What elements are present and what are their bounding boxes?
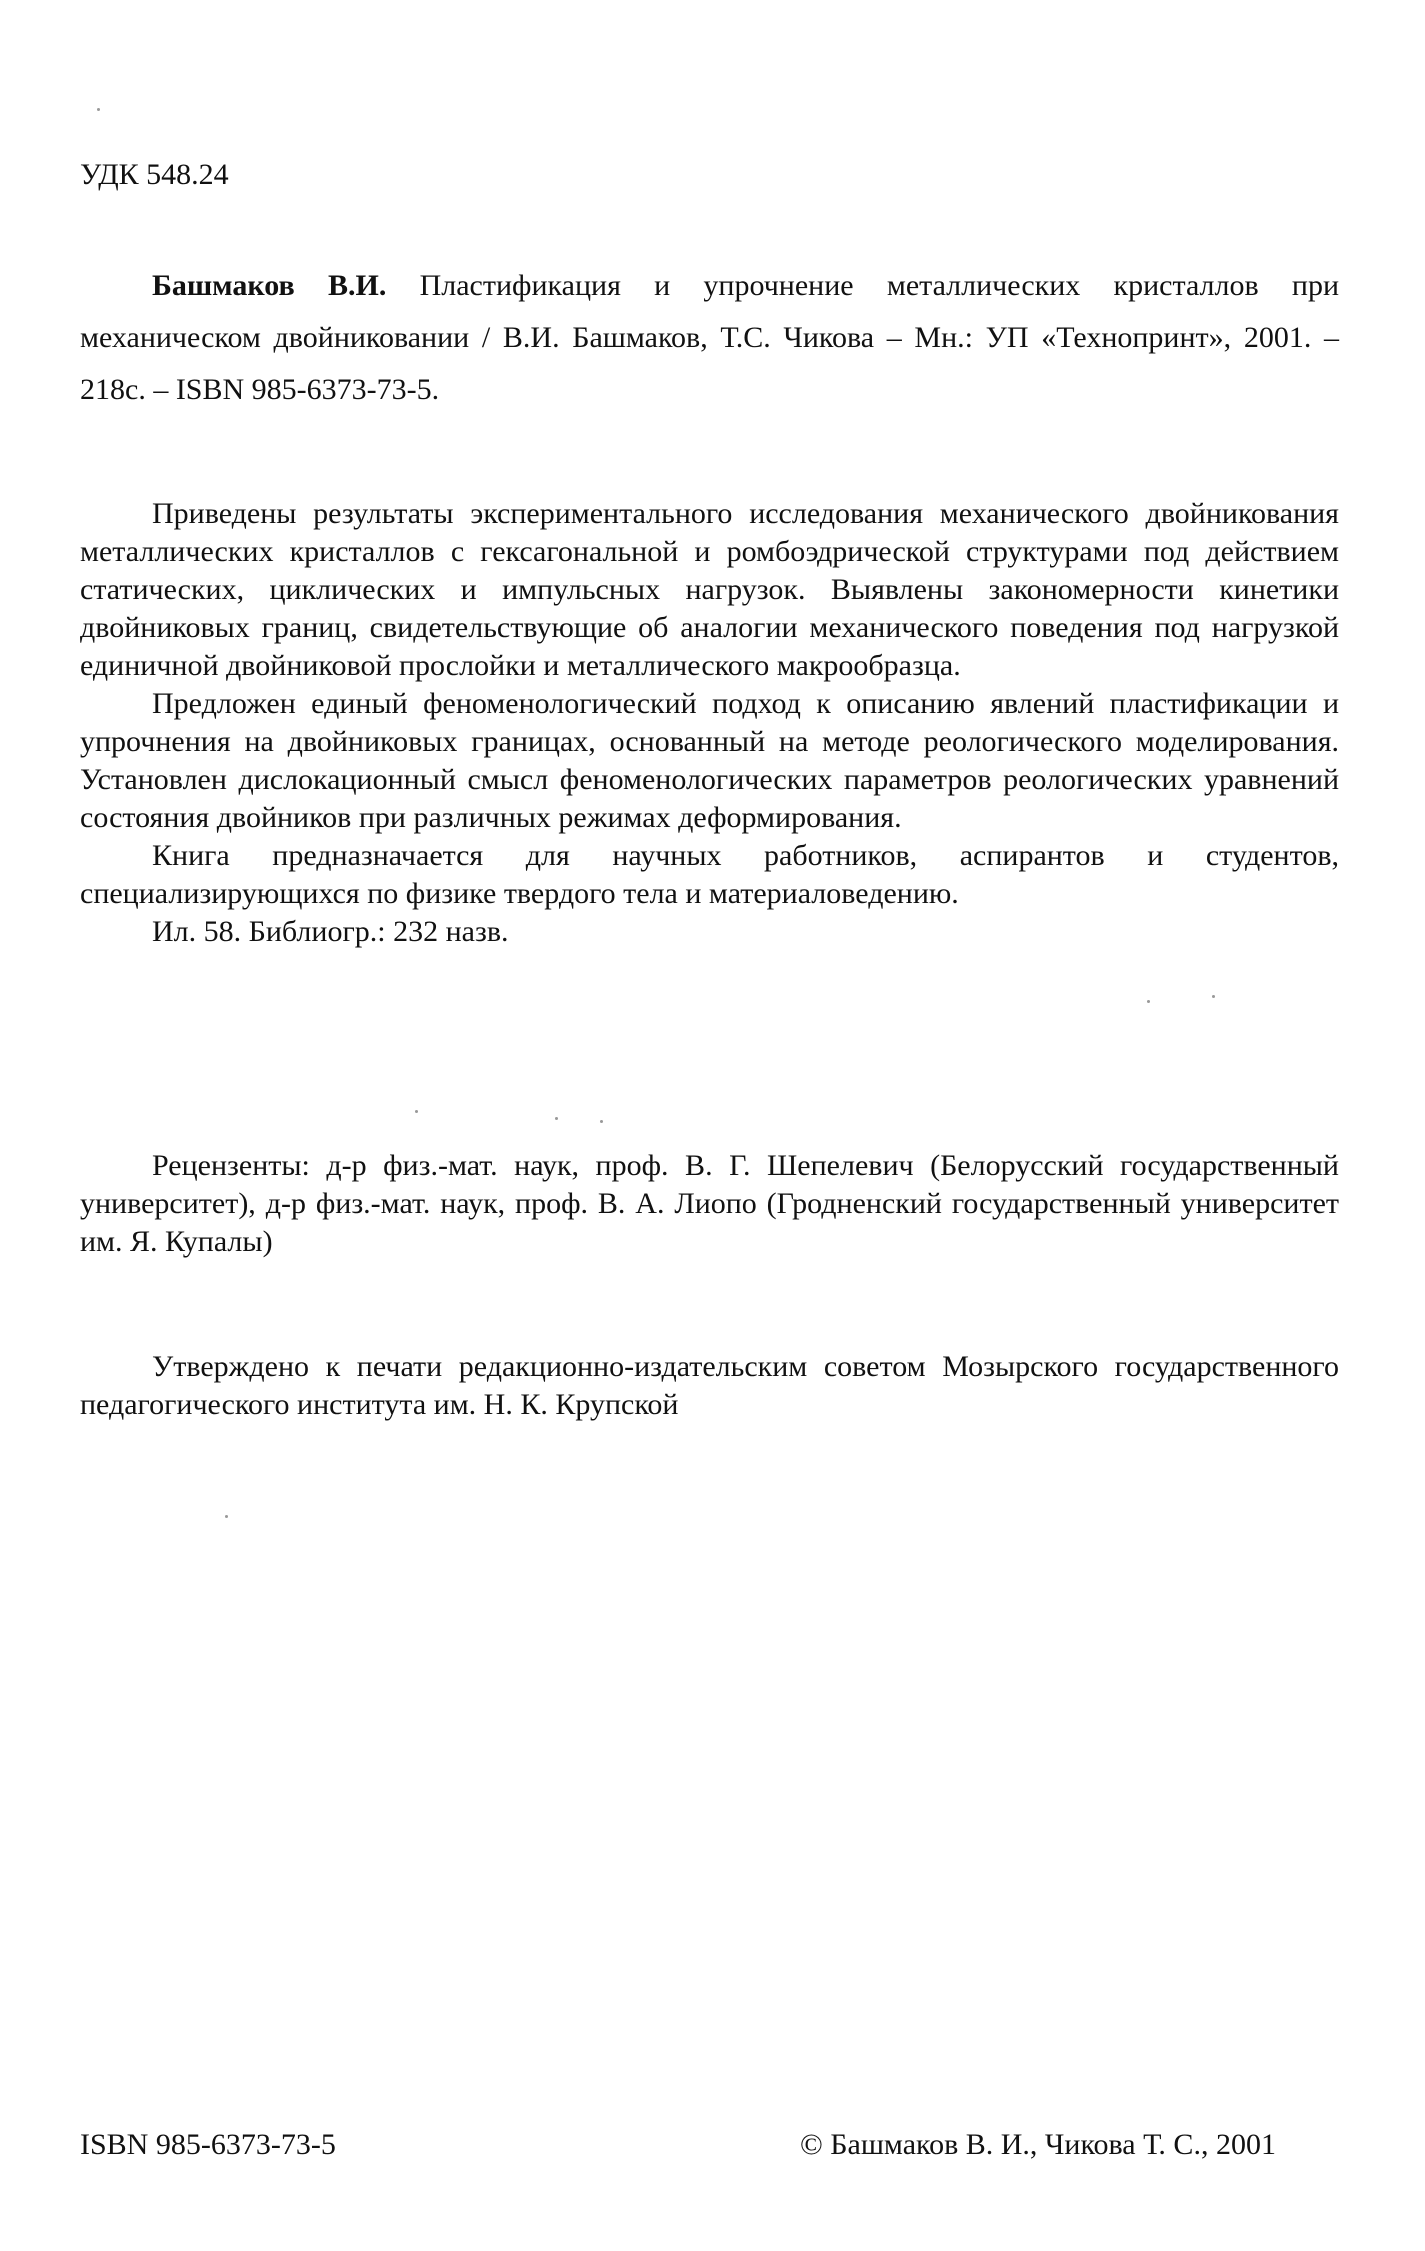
abstract <box>80 495 1339 951</box>
bibliographic-description: Пластификация и упрочнение металлических кристаллов при механическом двойниковании / В.И. Башмаков, Т.С. Чикова – Мн.: УП «Технопринт», 2001. – 218с. – ISBN 985-6373-73-5. <box>80 269 1339 406</box>
bibliographic-entry <box>80 260 1339 416</box>
abstract-paragraph: Книга предназначается для научных работников, аспирантов и студентов, специализирующихся по физике твердого тела и материаловедению. <box>80 839 1339 910</box>
bibliographic-author: Башмаков В.И. <box>152 269 387 302</box>
approval-note: Утверждено к печати редакционно-издательским советом Мозырского государственного педагогического института им. Н. К. Крупской <box>80 1350 1339 1421</box>
scan-speck <box>555 1117 558 1120</box>
illustrations-count: Ил. 58. Библиогр.: 232 назв. <box>152 915 509 948</box>
abstract-paragraph: Приведены результаты экспериментального исследования механического двойникования металлических кристаллов с гексагональной и ромбоэдрической структурами под действием статических, циклических и импульсных нагрузок. Выявлены закономерности кинетики двойниковых границ, свидетельствующие об аналогии механического поведения под нагрузкой единичной двойниковой прослойки и металлического макрообразца. <box>80 497 1339 682</box>
scan-speck <box>97 108 100 111</box>
footer-isbn: ISBN 985-6373-73-5 <box>80 2128 336 2161</box>
scan-speck <box>1147 1000 1150 1003</box>
abstract-paragraph: Предложен единый феноменологический подход к описанию явлений пластификации и упрочнения на двойниковых границах, основанный на методе реологического моделирования. Установлен дислокационный смысл феноменологических параметров реологических уравнений состояния двойников при различных режимах деформирования. <box>80 687 1339 834</box>
scan-speck <box>225 1515 228 1518</box>
footer-copyright: © Башмаков В. И., Чикова Т. С., 2001 <box>800 2128 1276 2161</box>
reviewers: Рецензенты: д-р физ.-мат. наук, проф. В. Г. Шепелевич (Белорусский государственный университет), д-р физ.-мат. наук, проф. В. А. Лиопо (Гродненский государственный университет им. Я. Купалы) <box>80 1149 1339 1258</box>
scan-speck <box>600 1120 603 1123</box>
scan-speck <box>1212 995 1215 998</box>
udk-code: УДК 548.24 <box>80 158 229 191</box>
scan-speck <box>415 1110 418 1113</box>
